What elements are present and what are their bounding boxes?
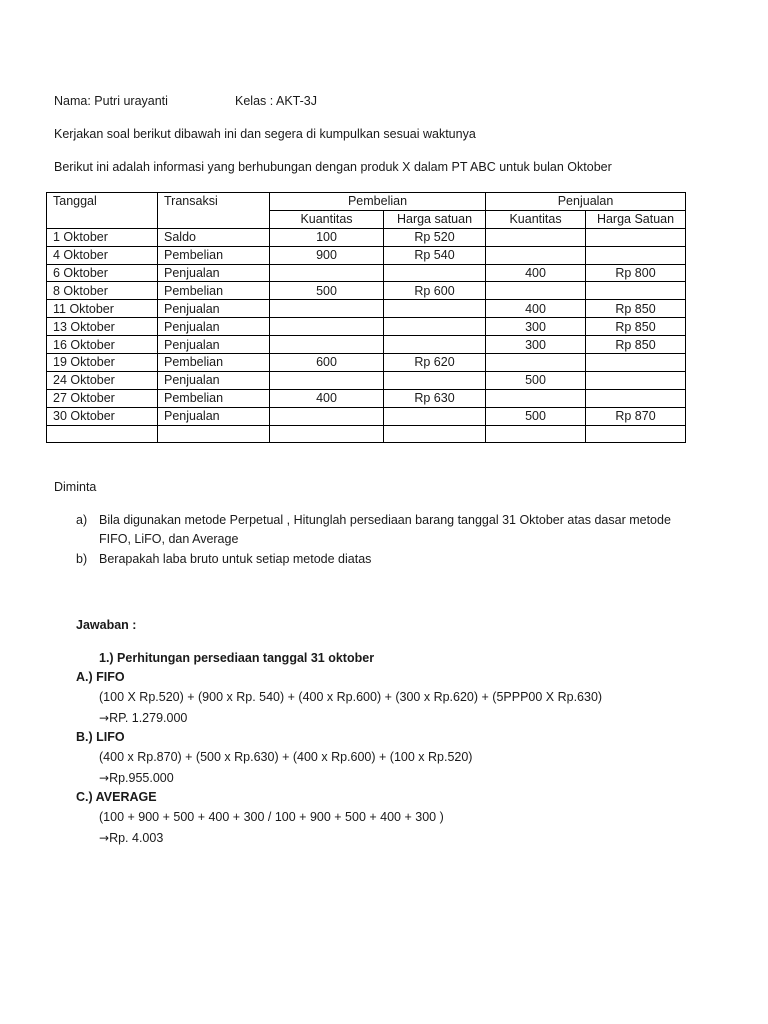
cell-transaksi bbox=[158, 425, 270, 443]
fifo-formula: (100 X Rp.520) + (900 x Rp. 540) + (400 x Rp.600) + (300 x Rp.620) + (5PPP00 X Rp.630) bbox=[99, 690, 603, 704]
cell-pembelian-harga bbox=[384, 318, 486, 336]
table-row bbox=[47, 371, 686, 389]
instruction-text: Kerjakan soal berikut dibawah ini dan segera di kumpulkan sesuai waktunya bbox=[54, 127, 476, 141]
cell-transaksi: Saldo bbox=[158, 228, 270, 246]
cell-penjualan-kuantitas: 300 bbox=[486, 336, 586, 354]
lifo-label: B.) LIFO bbox=[76, 730, 125, 744]
cell-transaksi: Pembelian bbox=[158, 246, 270, 264]
cell-pembelian-harga bbox=[384, 264, 486, 282]
cell-penjualan-harga bbox=[586, 228, 686, 246]
student-name: Nama: Putri urayanti bbox=[54, 94, 168, 108]
cell-pembelian-kuantitas bbox=[270, 318, 384, 336]
cell-penjualan-harga bbox=[586, 246, 686, 264]
cell-transaksi: Penjualan bbox=[158, 318, 270, 336]
fifo-label: A.) FIFO bbox=[76, 670, 125, 684]
cell-pembelian-harga bbox=[384, 425, 486, 443]
header-transaksi: Transaksi bbox=[158, 193, 270, 229]
lifo-result-line bbox=[99, 771, 174, 785]
cell-penjualan-kuantitas bbox=[486, 354, 586, 372]
arrow-right-icon: → bbox=[99, 771, 110, 785]
lifo-result: Rp.955.000 bbox=[109, 771, 174, 785]
cell-penjualan-kuantitas bbox=[486, 228, 586, 246]
cell-pembelian-kuantitas: 100 bbox=[270, 228, 384, 246]
header-tanggal: Tanggal bbox=[47, 193, 158, 229]
cell-penjualan-harga bbox=[586, 389, 686, 407]
cell-pembelian-kuantitas: 600 bbox=[270, 354, 384, 372]
cell-transaksi: Pembelian bbox=[158, 389, 270, 407]
table-row bbox=[47, 264, 686, 282]
item-a-line1: Bila digunakan metode Perpetual , Hitunglah persediaan barang tanggal 31 Oktober atas dasar metode bbox=[99, 513, 671, 527]
table-row bbox=[47, 389, 686, 407]
cell-penjualan-harga: Rp 850 bbox=[586, 318, 686, 336]
cell-tanggal: 30 Oktober bbox=[47, 407, 158, 425]
item-a-line2: FIFO, LiFO, dan Average bbox=[99, 532, 239, 546]
cell-penjualan-harga bbox=[586, 354, 686, 372]
cell-penjualan-harga bbox=[586, 425, 686, 443]
cell-pembelian-kuantitas bbox=[270, 407, 384, 425]
cell-pembelian-harga: Rp 540 bbox=[384, 246, 486, 264]
cell-penjualan-kuantitas bbox=[486, 425, 586, 443]
item-b-marker: b) bbox=[76, 552, 88, 566]
cell-penjualan-kuantitas: 500 bbox=[486, 407, 586, 425]
cell-tanggal bbox=[47, 425, 158, 443]
cell-pembelian-kuantitas: 500 bbox=[270, 282, 384, 300]
table-row bbox=[47, 407, 686, 425]
cell-pembelian-harga: Rp 620 bbox=[384, 354, 486, 372]
table-row bbox=[47, 318, 686, 336]
lifo-formula: (400 x Rp.870) + (500 x Rp.630) + (400 x Rp.600) + (100 x Rp.520) bbox=[99, 750, 473, 764]
average-result: Rp. 4.003 bbox=[109, 831, 164, 845]
cell-penjualan-kuantitas: 400 bbox=[486, 300, 586, 318]
cell-pembelian-harga bbox=[384, 407, 486, 425]
cell-pembelian-harga: Rp 600 bbox=[384, 282, 486, 300]
cell-transaksi: Pembelian bbox=[158, 354, 270, 372]
cell-penjualan-kuantitas: 500 bbox=[486, 371, 586, 389]
cell-pembelian-kuantitas bbox=[270, 300, 384, 318]
cell-tanggal: 6 Oktober bbox=[47, 264, 158, 282]
cell-tanggal: 27 Oktober bbox=[47, 389, 158, 407]
cell-tanggal: 8 Oktober bbox=[47, 282, 158, 300]
table-row bbox=[47, 246, 686, 264]
cell-tanggal: 24 Oktober bbox=[47, 371, 158, 389]
cell-penjualan-kuantitas bbox=[486, 282, 586, 300]
cell-tanggal: 1 Oktober bbox=[47, 228, 158, 246]
cell-penjualan-harga bbox=[586, 282, 686, 300]
table-row bbox=[47, 336, 686, 354]
cell-penjualan-kuantitas: 300 bbox=[486, 318, 586, 336]
table-row bbox=[47, 228, 686, 246]
header-pembelian: Pembelian bbox=[270, 193, 486, 211]
cell-penjualan-harga: Rp 870 bbox=[586, 407, 686, 425]
cell-pembelian-kuantitas bbox=[270, 425, 384, 443]
average-result-line bbox=[99, 831, 163, 845]
table-row bbox=[47, 282, 686, 300]
cell-penjualan-harga bbox=[586, 371, 686, 389]
cell-transaksi: Penjualan bbox=[158, 264, 270, 282]
cell-transaksi: Penjualan bbox=[158, 371, 270, 389]
diminta-label: Diminta bbox=[54, 480, 97, 494]
cell-tanggal: 16 Oktober bbox=[47, 336, 158, 354]
cell-pembelian-kuantitas bbox=[270, 264, 384, 282]
cell-penjualan-harga: Rp 850 bbox=[586, 336, 686, 354]
fifo-result-line bbox=[99, 711, 187, 725]
cell-penjualan-kuantitas bbox=[486, 389, 586, 407]
cell-pembelian-harga bbox=[384, 336, 486, 354]
cell-pembelian-harga bbox=[384, 371, 486, 389]
cell-penjualan-harga: Rp 800 bbox=[586, 264, 686, 282]
cell-pembelian-harga: Rp 630 bbox=[384, 389, 486, 407]
cell-pembelian-kuantitas: 900 bbox=[270, 246, 384, 264]
cell-transaksi: Penjualan bbox=[158, 336, 270, 354]
cell-tanggal: 4 Oktober bbox=[47, 246, 158, 264]
cell-transaksi: Penjualan bbox=[158, 407, 270, 425]
item-a-marker: a) bbox=[76, 513, 88, 527]
cell-tanggal: 11 Oktober bbox=[47, 300, 158, 318]
header-pembelian-harga: Harga satuan bbox=[384, 210, 486, 228]
fifo-result: RP. 1.279.000 bbox=[109, 711, 188, 725]
cell-pembelian-harga: Rp 520 bbox=[384, 228, 486, 246]
cell-pembelian-kuantitas: 400 bbox=[270, 389, 384, 407]
average-formula: (100 + 900 + 500 + 400 + 300 / 100 + 900 + 500 + 400 + 300 ) bbox=[99, 810, 444, 824]
student-class: Kelas : AKT-3J bbox=[235, 94, 317, 108]
transactions-table bbox=[46, 192, 686, 443]
header-penjualan-kuantitas: Kuantitas bbox=[486, 210, 586, 228]
table-row bbox=[47, 300, 686, 318]
table-body bbox=[47, 228, 686, 443]
table-row bbox=[47, 425, 686, 443]
arrow-right-icon: → bbox=[99, 831, 110, 845]
cell-transaksi: Pembelian bbox=[158, 282, 270, 300]
header-penjualan: Penjualan bbox=[486, 193, 686, 211]
cell-penjualan-harga: Rp 850 bbox=[586, 300, 686, 318]
item-b-line1: Berapakah laba bruto untuk setiap metode diatas bbox=[99, 552, 372, 566]
cell-penjualan-kuantitas: 400 bbox=[486, 264, 586, 282]
cell-tanggal: 19 Oktober bbox=[47, 354, 158, 372]
average-label: C.) AVERAGE bbox=[76, 790, 157, 804]
cell-penjualan-kuantitas bbox=[486, 246, 586, 264]
jawaban-heading: 1.) Perhitungan persediaan tanggal 31 oktober bbox=[99, 651, 375, 665]
cell-pembelian-kuantitas bbox=[270, 336, 384, 354]
cell-transaksi: Penjualan bbox=[158, 300, 270, 318]
table-header-row bbox=[47, 193, 686, 211]
arrow-right-icon: → bbox=[99, 711, 110, 725]
cell-tanggal: 13 Oktober bbox=[47, 318, 158, 336]
cell-pembelian-kuantitas bbox=[270, 371, 384, 389]
jawaban-label: Jawaban : bbox=[76, 618, 137, 632]
cell-pembelian-harga bbox=[384, 300, 486, 318]
intro-text: Berikut ini adalah informasi yang berhubungan dengan produk X dalam PT ABC untuk bulan Oktober bbox=[54, 160, 612, 174]
header-pembelian-kuantitas: Kuantitas bbox=[270, 210, 384, 228]
header-penjualan-harga: Harga Satuan bbox=[586, 210, 686, 228]
table-row bbox=[47, 354, 686, 372]
